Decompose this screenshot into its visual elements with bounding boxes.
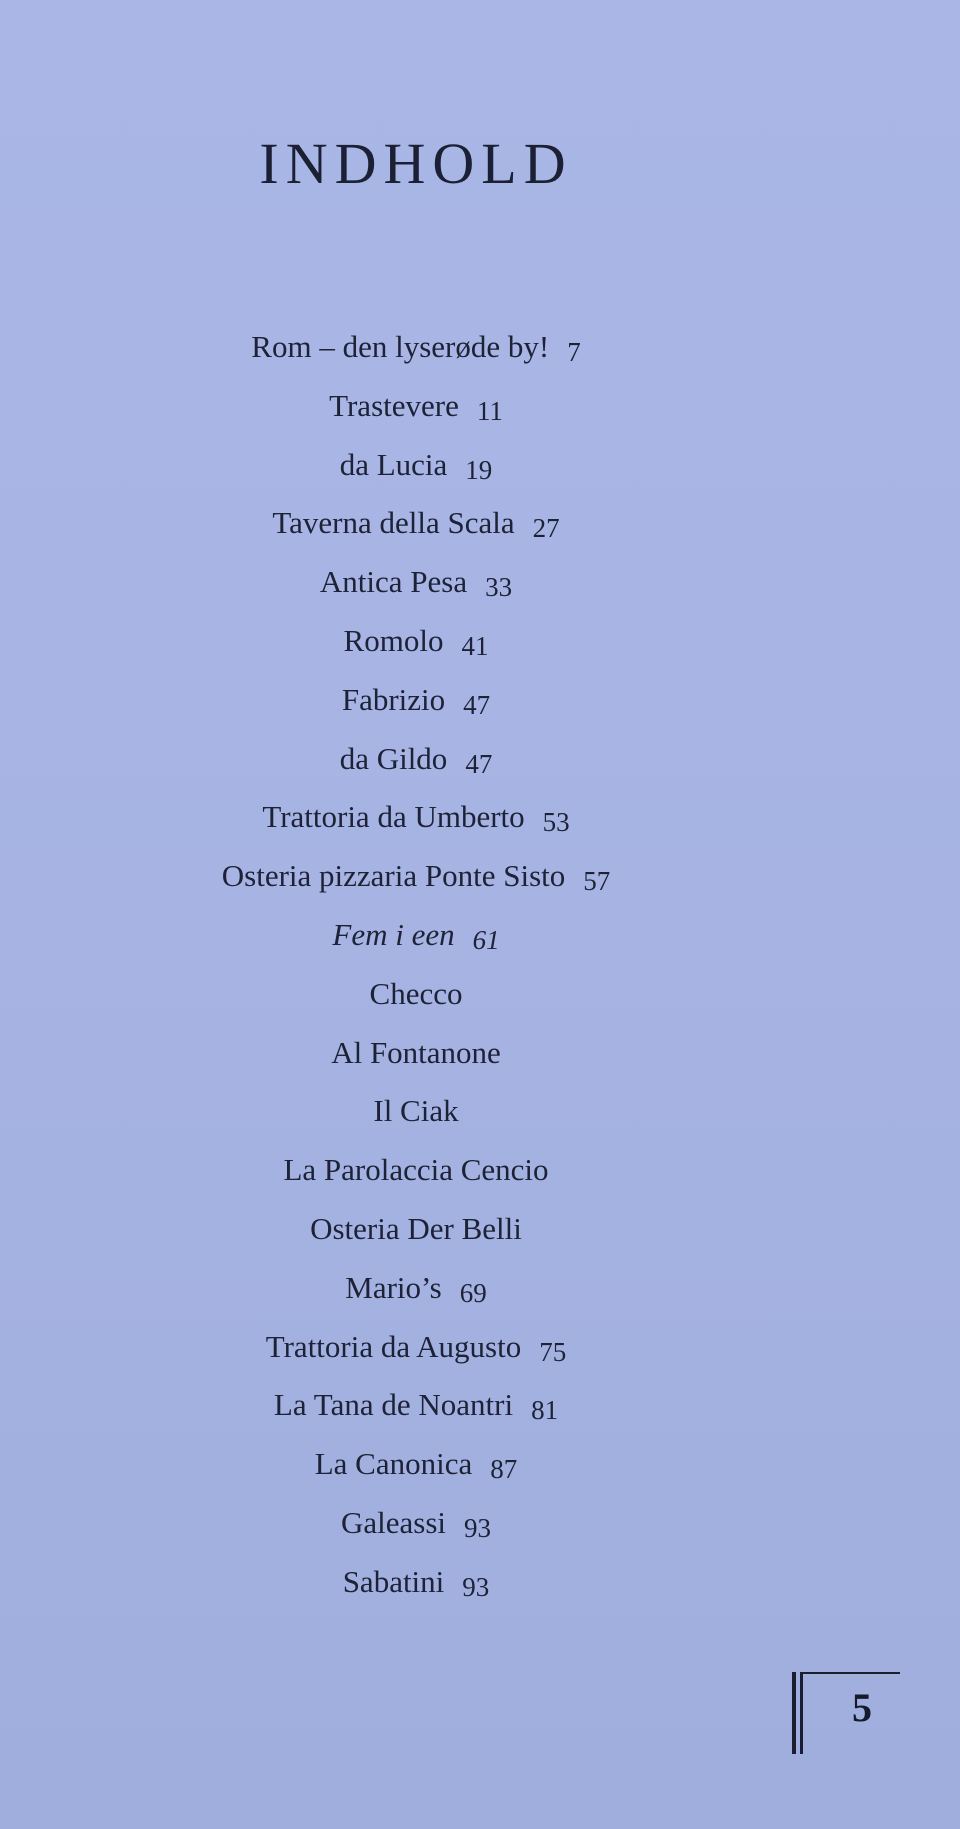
toc-entry-title: Osteria pizzaria Ponte Sisto [221,858,566,894]
toc-entry [0,494,832,553]
toc-entry-page-number: 93 [462,1571,490,1602]
toc-entry-title: Fabrizio [341,681,446,717]
toc-entry [0,1200,832,1259]
folio-rule-thick [792,1672,796,1754]
toc-entry-title: Romolo [343,622,444,658]
folio-rule-top [800,1672,900,1674]
toc-entry [0,1141,832,1200]
toc-entry-page-number: 75 [539,1336,567,1367]
toc-entry-title: Antica Pesa [319,564,468,600]
toc-entry-page-number: 61 [472,924,500,955]
toc-entry-page-number: 41 [461,630,489,661]
toc-entry-title: Checco [369,975,463,1011]
contents-heading: INDHOLD [259,131,573,196]
toc-entry-title: Il Ciak [373,1093,459,1129]
toc-entry-title: Trattoria da Umberto [262,799,525,835]
toc-entry [0,553,832,612]
toc-entry [0,671,832,730]
toc-entry-page-number: 33 [485,572,513,603]
toc-entry [0,906,832,965]
toc-entry-page-number: 47 [465,748,493,779]
toc-entry [0,847,832,906]
toc-entry-title: Trattoria da Augusto [265,1328,522,1364]
toc-entry-page-number: 27 [532,513,560,544]
toc-entry-title: Galeassi [340,1504,447,1540]
toc-entry-title: Fem i een [332,916,455,952]
toc-entry-title: Sabatini [342,1563,445,1599]
toc-entry-page-number: 57 [583,866,611,897]
toc-entry-page-number: 47 [463,689,491,720]
toc-entry [0,1553,832,1612]
toc-entry-page-number: 7 [567,337,581,367]
toc-entry-title: Rom – den lyserøde by! [251,329,550,364]
toc-entry-page-number: 93 [464,1512,492,1543]
toc-entry-title: La Canonica [314,1446,473,1482]
toc-entry [0,612,832,671]
toc-entry [0,1259,832,1318]
toc-entry-title: Trastevere [329,387,459,423]
toc-entry-page-number: 53 [542,807,570,838]
toc-entry [0,1494,832,1553]
toc-entry-title: da Lucia [339,446,448,482]
folio-rule-thin [800,1672,803,1754]
toc-entry [0,1435,832,1494]
toc-entry-title: Taverna della Scala [272,505,515,541]
toc-entry [0,965,832,1024]
toc-entry [0,1318,832,1377]
page-number: 5 [852,1685,872,1730]
toc-entry-page-number: 81 [531,1395,559,1426]
table-of-contents [0,318,832,1612]
toc-entry [0,377,832,436]
toc-entry-title: Al Fontanone [331,1034,501,1070]
toc-entry-title: Mario’s [345,1269,442,1305]
toc-entry [0,436,832,495]
toc-entry-title: La Tana de Noantri [273,1387,514,1423]
toc-entry-title: Osteria Der Belli [310,1210,522,1246]
toc-entry [0,1082,832,1141]
toc-entry-page-number: 11 [476,395,503,426]
toc-entry [0,1024,832,1083]
page-number-marker [792,1672,902,1754]
toc-entry-title: La Parolaccia Cencio [283,1152,549,1188]
toc-entry-page-number: 19 [465,454,493,485]
toc-entry [0,730,832,789]
toc-entry-page-number: 69 [459,1277,487,1308]
toc-entry-page-number: 87 [490,1454,518,1485]
toc-entry [0,1376,832,1435]
toc-entry [0,788,832,847]
toc-entry [0,318,832,377]
toc-entry-title: da Gildo [339,740,448,776]
